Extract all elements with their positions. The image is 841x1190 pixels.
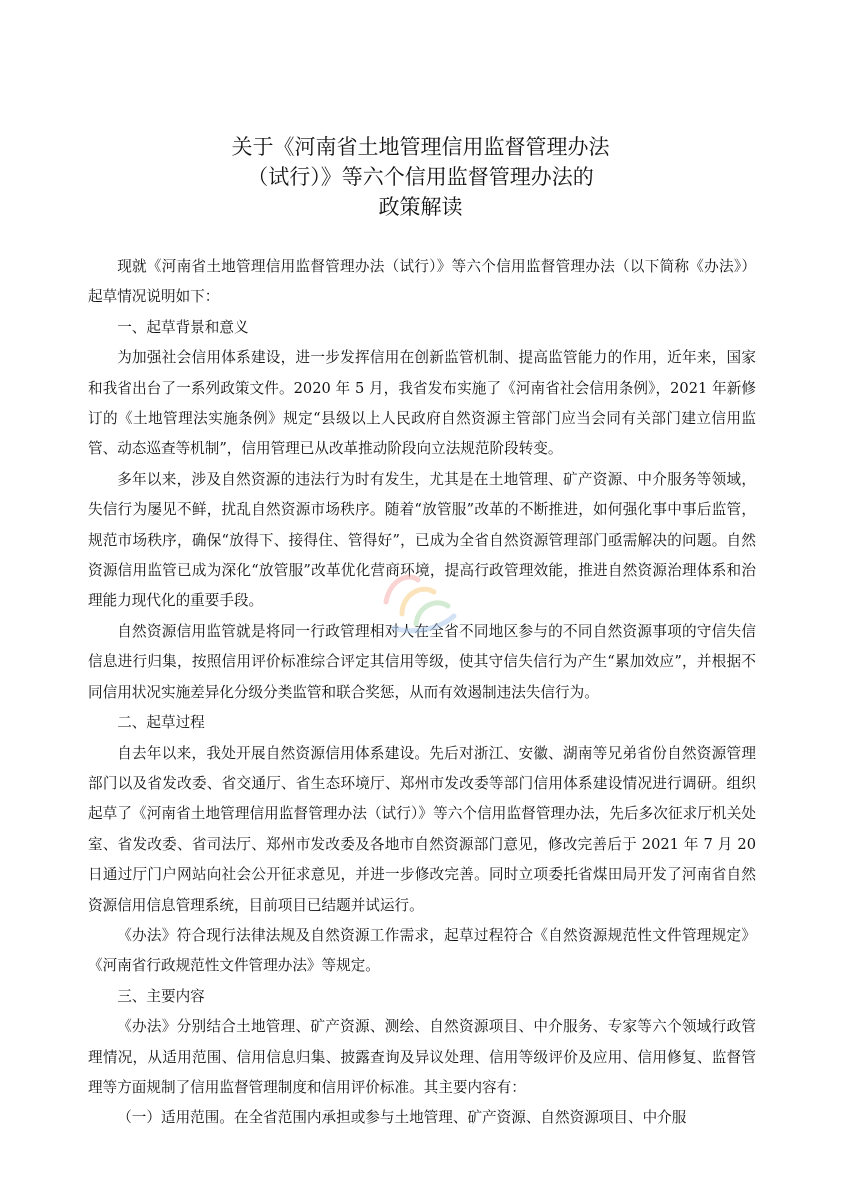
section-3-paragraph-2: （一）适用范围。在全省范围内承担或参与土地管理、矿产资源、自然资源项目、中介服 <box>117 1109 687 1127</box>
section-1-heading: 一、起草背景和意义 <box>117 318 249 336</box>
section-1-paragraph-3: 自然资源信用监管就是将同一行政管理相对人在全省不同地区参与的不同自然资源事项的守信失信信息进行归集，按照信用评价标准综合评定其信用等级，使其守信失信行为产生“累加效应”，并根据不同信用状况实施差异化分级分类监管和联合奖惩，从而有效遏制违法失信行为。 <box>88 622 756 701</box>
section-1-paragraph-2: 多年以来，涉及自然资源的违法行为时有发生，尤其是在土地管理、矿产资源、中介服务等领域，失信行为屡见不鲜，扰乱自然资源市场秩序。随着“放管服”改革的不断推进，如何强化事中事后监管，规范市场秩序，确保“放得下、接得住、管得好”，已成为全省自然资源管理部门亟需解决的问题。自然资源信用监管已成为深化“放管服”改革优化营商环境，提高行政管理效能，推进自然资源治理体系和治理能力现代化的重要手段。 <box>88 470 756 610</box>
title-line-3: 政策解读 <box>378 195 463 219</box>
document-title <box>0 132 841 222</box>
section-3-paragraph-1: 《办法》分别结合土地管理、矿产资源、测绘、自然资源项目、中介服务、专家等六个领域行政管理情况，从适用范围、信用信息归集、披露查询及异议处理、信用等级评价及应用、信用修复、监督管理等方面规制了信用监督管理制度和信用评价标准。其主要内容有： <box>88 1018 756 1096</box>
document-body <box>88 252 756 1134</box>
section-2-paragraph-1: 自去年以来，我处开展自然资源信用体系建设。先后对浙江、安徽、湖南等兄弟省份自然资源管理部门以及省发改委、省交通厅、省生态环境厅、郑州市发改委等部门信用体系建设情况进行调研。组织起草了《河南省土地管理信用监督管理办法（试行）》等六个信用监督管理办法，先后多次征求厅机关处室、省发改委、省司法厅、郑州市发改委及各地市自然资源部门意见，修改完善后于 2021 年 7 月 20 日通过厅门户网站向社会公开征求意见，并进一步修改完善。同时立项委托省煤田局开发了河南省自然资源信用信息管理系统，目前项目已结题并试运行。 <box>88 744 756 914</box>
intro-paragraph: 现就《河南省土地管理信用监督管理办法（试行）》等六个信用监督管理办法（以下简称《办法》）起草情况说明如下： <box>88 258 756 306</box>
section-1-paragraph-1: 为加强社会信用体系建设，进一步发挥信用在创新监管机制、提高监管能力的作用，近年来，国家和我省出台了一系列政策文件。2020 年 5 月，我省发布实施了《河南省社会信用条例》，2021 年新修订的《土地管理法实施条例》规定“县级以上人民政府自然资源主管部门应当会同有关部门建立信用监管、动态巡查等机制”，信用管理已从改革推动阶段向立法规范阶段转变。 <box>88 349 756 458</box>
title-line-1: 关于《河南省土地管理信用监督管理办法 <box>231 135 610 159</box>
section-2-paragraph-2: 《办法》符合现行法律法规及自然资源工作需求，起草过程符合《自然资源规范性文件管理规定》《河南省行政规范性文件管理办法》等规定。 <box>88 926 756 975</box>
section-3-heading: 三、主要内容 <box>117 987 205 1005</box>
section-2-heading: 二、起草过程 <box>117 714 205 732</box>
title-line-2: （试行）》等六个信用监督管理办法的 <box>247 165 594 189</box>
